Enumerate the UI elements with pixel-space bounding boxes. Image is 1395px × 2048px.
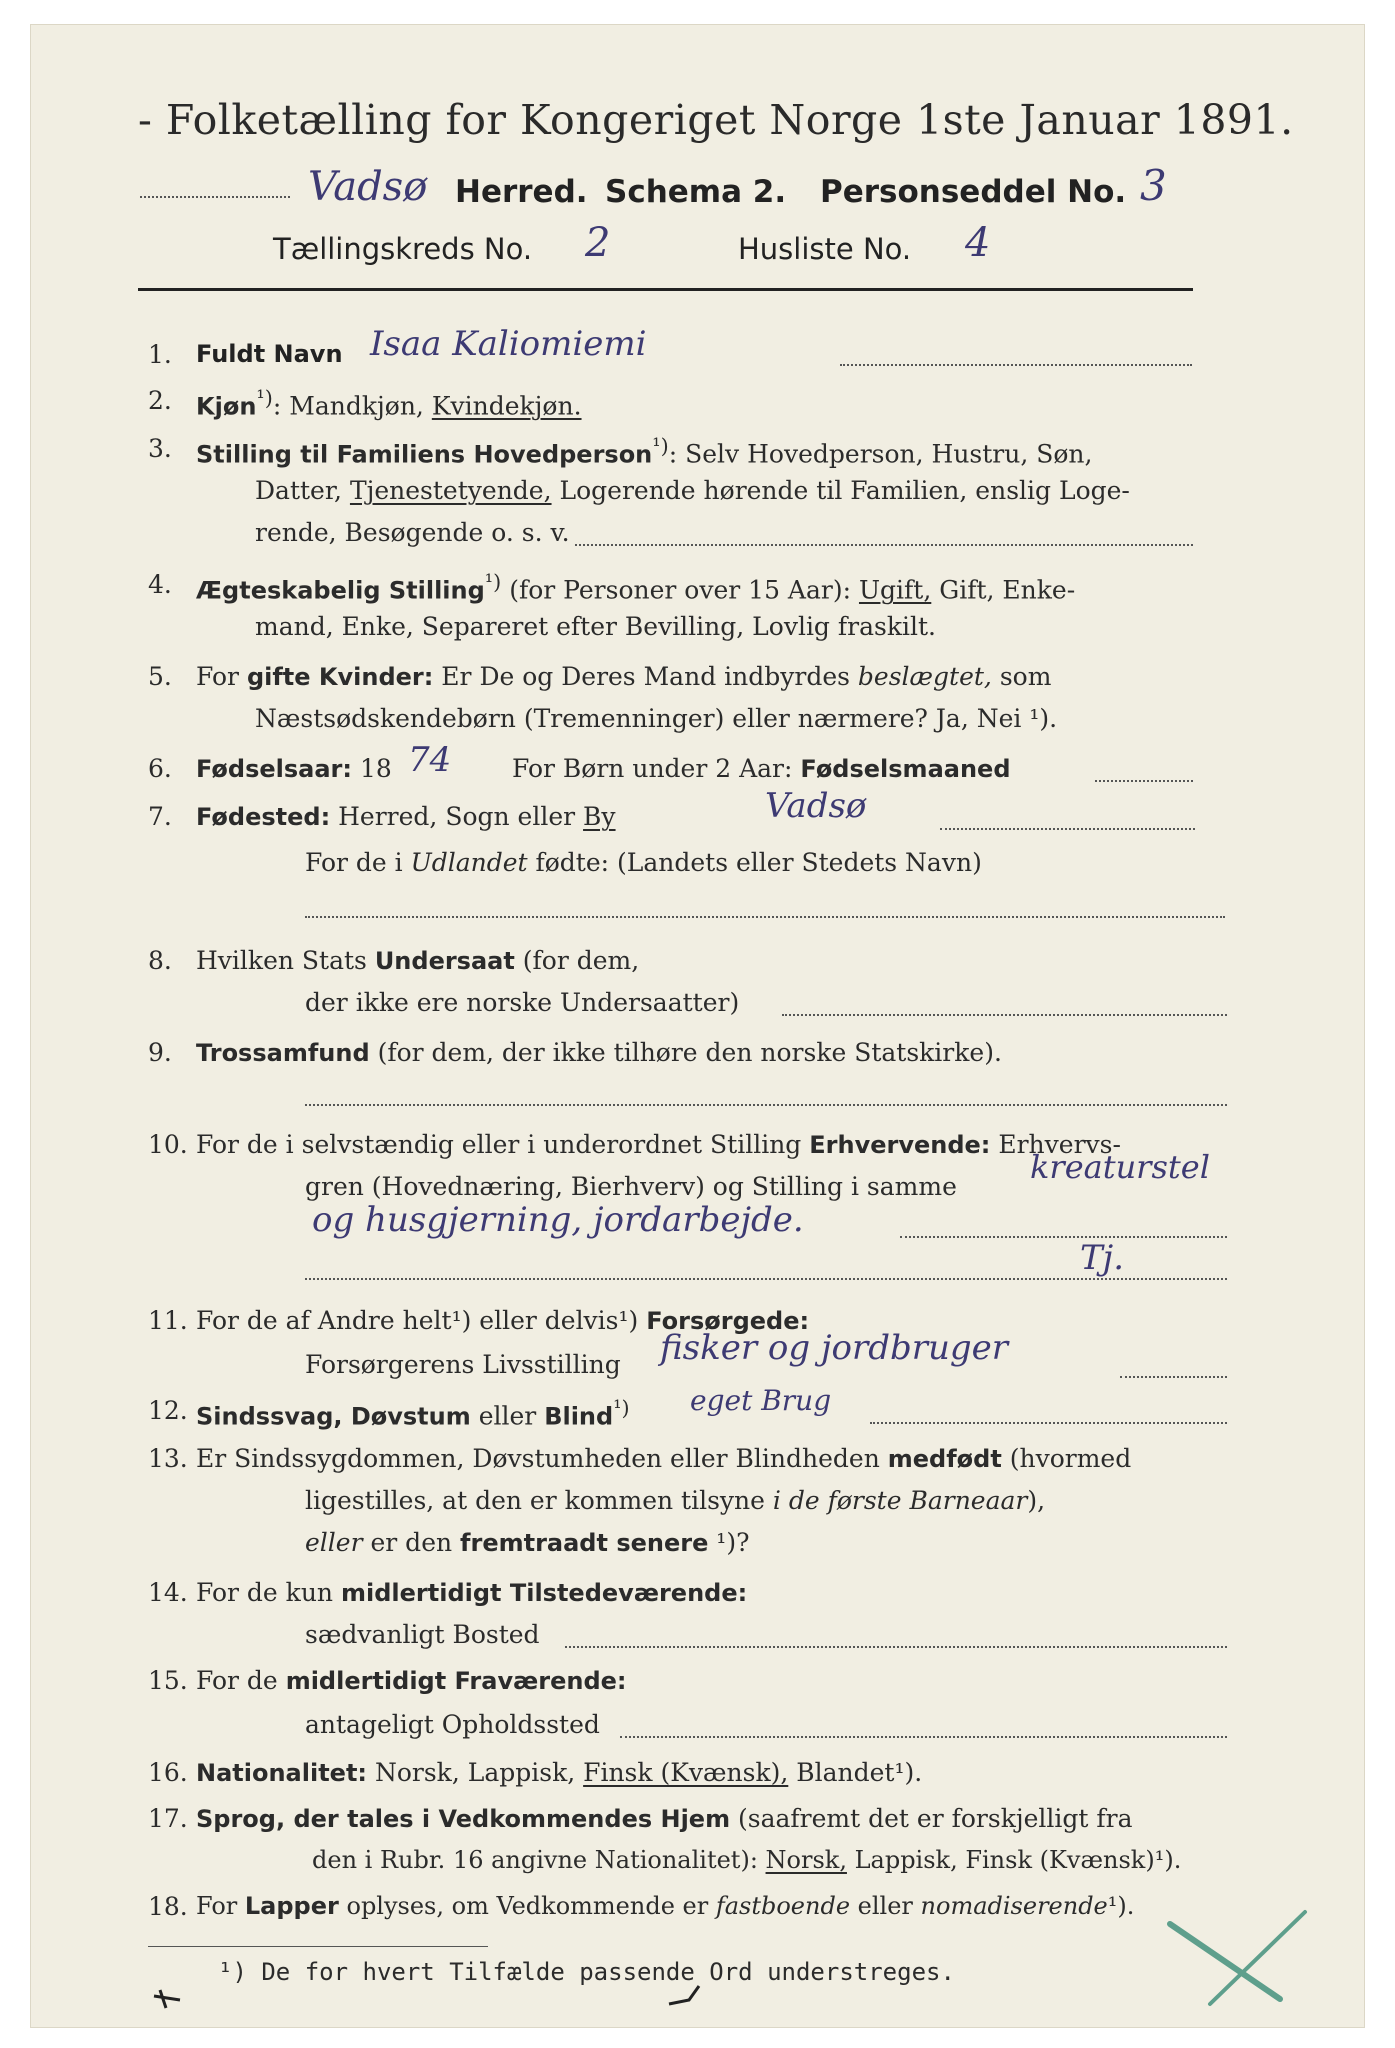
q10-text1a: For de i selvstændig eller i underordnet Stilling [196, 1130, 810, 1159]
q5-line1 [196, 662, 1051, 691]
q13-line2b: ), [1027, 1486, 1046, 1515]
q8-line2: der ikke ere norske Undersaatter) [305, 988, 740, 1017]
q7-dotted-line [940, 828, 1195, 830]
q8-number: 8. [148, 946, 172, 975]
q13-label2: fremtraadt senere [460, 1529, 709, 1557]
herred-value: Vadsø [308, 164, 428, 210]
q11-dotted-line [1120, 1376, 1227, 1378]
q3-line3: rende, Besøgende o. s. v. [255, 518, 570, 547]
q5-text1-italic: beslægtet, [857, 662, 992, 691]
q6-value: 74 [408, 740, 452, 780]
q14-text1a: For de kun [196, 1578, 341, 1607]
q10-value1: kreaturstel [1030, 1148, 1210, 1186]
q13-text1a: Er Sindssygdommen, Døvstumheden eller Blindheden [196, 1444, 888, 1473]
q3-line1 [196, 434, 1092, 468]
q8-text1a: Hvilken Stats [196, 946, 375, 975]
q15-number: 15. [148, 1666, 188, 1695]
q5-text1c: som [991, 662, 1052, 691]
q16-label: Nationalitet: [196, 1759, 368, 1787]
q18-text1d: ¹). [1107, 1892, 1135, 1920]
q15-text1a: For de [196, 1666, 286, 1695]
q18-text1b: oplyses, om Vedkommende er [338, 1892, 716, 1920]
q4-sup: ¹) [484, 570, 502, 594]
q13-line3-italic: eller [305, 1528, 363, 1557]
q11-value: fisker og jordbruger [660, 1328, 1009, 1368]
q3-line2b: Logerende hørende til Familien, enslig Loge- [551, 476, 1130, 505]
q6-text2: For Børn under 2 Aar: [512, 754, 801, 783]
q5-number: 5. [148, 662, 172, 691]
q12-sup: ¹) [613, 1396, 630, 1420]
q10-text1b: Erhvervs- [990, 1130, 1121, 1159]
footnote: ¹) De for hvert Tilfælde passende Ord understreges. [218, 1958, 955, 1986]
q17-line2a: den i Rubr. 16 angivne Nationalitet): [312, 1846, 766, 1874]
q10-line2: gren (Hovednæring, Bierhverv) og Stilling i samme [305, 1172, 957, 1201]
q18-line1 [196, 1892, 1134, 1920]
q1-value: Isaa Kaliomiemi [370, 324, 647, 364]
green-check-mark [1150, 1904, 1350, 2014]
q15-line2: antageligt Opholdssted [305, 1710, 600, 1739]
q18-italic2: nomadiserende [920, 1892, 1108, 1920]
center-mark [665, 1982, 705, 2012]
q12-text1: eller [470, 1401, 545, 1431]
q10-value3: Tj. [1080, 1238, 1125, 1278]
q7-line2 [305, 848, 982, 877]
q13-line2 [305, 1486, 1045, 1515]
q18-text1a: For [196, 1892, 245, 1920]
q12-label: Sindssvag, Døvstum [196, 1402, 471, 1431]
q2-options: : Mandkjøn, [272, 391, 432, 421]
q7-selected: By [583, 802, 616, 831]
q7-line2a: For de i [305, 848, 411, 877]
personseddel-value: 3 [1140, 161, 1167, 210]
q7-value: Vadsø [765, 786, 867, 826]
q14-dotted-line [565, 1646, 1227, 1648]
q3-selected: Tjenestetyende, [349, 476, 552, 505]
q2-number: 2. [148, 386, 172, 415]
q6-number: 6. [148, 754, 172, 783]
q3-number: 3. [148, 434, 172, 463]
header-rule [138, 288, 1193, 291]
q10-value2: og husgjerning, jordarbejde. [312, 1200, 804, 1240]
q10-label: Erhvervende: [809, 1131, 991, 1159]
q12-number: 12. [148, 1396, 188, 1425]
q17-line1 [196, 1804, 1133, 1833]
herred-label: Herred. [455, 174, 588, 210]
q5-line2: Næstsødskendebørn (Tremenninger) eller nærmere? Ja, Nei ¹). [255, 704, 1058, 733]
q9-number: 9. [148, 1038, 172, 1067]
q17-label: Sprog, der tales i Vedkommendes Hjem [196, 1805, 731, 1833]
q17-number: 17. [148, 1804, 188, 1833]
q11-label: Forsørgede: [646, 1307, 810, 1335]
q17-line2b: Lappisk, Finsk (Kvænsk)¹). [846, 1846, 1182, 1874]
q7-line1 [196, 802, 616, 831]
q4-text1b: Gift, Enke- [931, 575, 1076, 605]
q8-text1b: (for dem, [514, 946, 640, 975]
q15-line1 [196, 1666, 627, 1695]
q4-line2: mand, Enke, Separeret efter Bevilling, Lovlig fraskilt. [255, 612, 936, 641]
q14-line2: sædvanligt Bosted [305, 1620, 540, 1649]
q4-label: Ægteskabelig Stilling [196, 576, 485, 605]
q9-label: Trossamfund [196, 1039, 370, 1067]
q3-text1: : Selv Hovedperson, Hustru, Søn, [668, 439, 1093, 469]
kreds-value: 2 [585, 220, 611, 266]
q13-line1 [196, 1444, 1131, 1473]
q6-dotted-line [1095, 780, 1193, 782]
q5-text1b: Er De og Deres Mand indbyrdes [433, 662, 858, 691]
q2-sup: ¹) [256, 386, 273, 410]
q16-selected: Finsk (Kvænsk), [583, 1758, 789, 1787]
q12-line1 [196, 1396, 630, 1430]
q18-label: Lapper [244, 1892, 339, 1920]
q6-line1 [196, 754, 392, 783]
q3-label: Stilling til Familiens Hovedperson [196, 440, 653, 469]
q12-value: eget Brug [690, 1384, 832, 1417]
q16-text1b: Blandet¹). [788, 1758, 923, 1787]
q9-line1 [196, 1038, 1002, 1067]
q3-line2a: Datter, [255, 476, 350, 505]
q5-text1a: For [196, 662, 247, 691]
q10-number: 10. [148, 1130, 188, 1159]
form-title: - Folketælling for Kongeriget Norge 1ste Januar 1891. [138, 96, 1294, 144]
q2-label: Kjøn [196, 392, 257, 421]
q14-label: midlertidigt Tilstedeværende: [340, 1579, 748, 1607]
q7-line2-italic: Udlandet [410, 848, 528, 877]
q3-line2 [255, 476, 1130, 505]
personseddel-label: Personseddel No. [820, 174, 1127, 210]
q9-dotted-line [305, 1104, 1227, 1106]
q18-italic1: fastboende [715, 1892, 851, 1920]
q10-dotted-line [900, 1236, 1227, 1238]
q4-selected: Ugift, [858, 575, 932, 605]
q13-label: medfødt [887, 1445, 1002, 1473]
q1-label: Fuldt Navn [196, 340, 343, 368]
q17-selected: Norsk, [765, 1846, 847, 1874]
q17-line2 [312, 1846, 1181, 1874]
q2-text [196, 386, 582, 420]
q14-line1 [196, 1578, 747, 1607]
q1-number: 1. [148, 340, 172, 369]
q13-line3a: er den [362, 1528, 461, 1557]
q15-label: midlertidigt Fraværende: [285, 1667, 627, 1695]
q18-number: 18. [148, 1892, 188, 1921]
q6-century: 18 [352, 754, 392, 783]
q4-number: 4. [148, 570, 172, 599]
q16-line1 [196, 1758, 922, 1787]
q2-selected: Kvindekjøn. [431, 391, 582, 421]
q13-line3b: ¹)? [708, 1528, 750, 1557]
q18-text1c: eller [850, 1892, 921, 1920]
q10-dotted-line-2 [305, 1278, 1227, 1280]
q10-line1 [196, 1130, 1121, 1159]
q15-dotted-line [620, 1736, 1227, 1738]
q6-line1b [512, 754, 1011, 783]
q11-text1a: For de af Andre helt¹) eller delvis¹) [196, 1306, 647, 1335]
q7-number: 7. [148, 802, 172, 831]
husliste-value: 4 [965, 220, 991, 266]
q11-line2: Forsørgerens Livsstilling [305, 1350, 621, 1379]
q16-number: 16. [148, 1758, 188, 1787]
q7-text1: Herred, Sogn eller [330, 802, 584, 831]
q16-text1a: Norsk, Lappisk, [367, 1758, 584, 1787]
herred-dotted-line [140, 196, 290, 198]
q13-line3 [305, 1528, 750, 1557]
husliste-label: Husliste No. [738, 232, 912, 266]
q7-label: Fødested: [196, 803, 331, 831]
q8-label: Undersaat [374, 947, 515, 975]
q7-dotted-line-2 [305, 916, 1225, 918]
q13-line2-italic: i de første Barneaar [772, 1486, 1028, 1515]
q6-label: Fødselsaar: [196, 755, 352, 783]
q11-number: 11. [148, 1306, 188, 1335]
q3-dotted-line [575, 544, 1193, 546]
q4-text1a: (for Personer over 15 Aar): [501, 575, 859, 605]
q8-line1 [196, 946, 639, 975]
q6-label2: Fødselsmaaned [800, 755, 1011, 783]
q7-line2b: fødte: (Landets eller Stedets Navn) [527, 848, 982, 877]
q4-line1 [196, 570, 1075, 604]
kreds-label: Tællingskreds No. [273, 232, 533, 266]
q9-text1: (for dem, der ikke tilhøre den norske Statskirke). [369, 1038, 1002, 1067]
q3-sup: ¹) [652, 434, 669, 458]
q5-label: gifte Kvinder: [246, 663, 434, 691]
q1-dotted-line [840, 364, 1192, 366]
q13-text1b: (hvormed [1001, 1444, 1132, 1473]
q13-line2a: ligestilles, at den er kommen tilsyne [305, 1486, 773, 1515]
q17-text1: (saafremt det er forskjelligt fra [730, 1804, 1133, 1833]
q12-dotted-line [870, 1422, 1227, 1424]
q14-number: 14. [148, 1578, 188, 1607]
footnote-rule [148, 1946, 488, 1947]
census-form [30, 24, 1365, 2028]
q8-dotted-line [782, 1014, 1227, 1016]
q13-number: 13. [148, 1444, 188, 1473]
schema-label: Schema 2. [605, 174, 787, 210]
q12-label2: Blind [544, 1402, 614, 1431]
corner-mark-left [150, 1984, 190, 2014]
